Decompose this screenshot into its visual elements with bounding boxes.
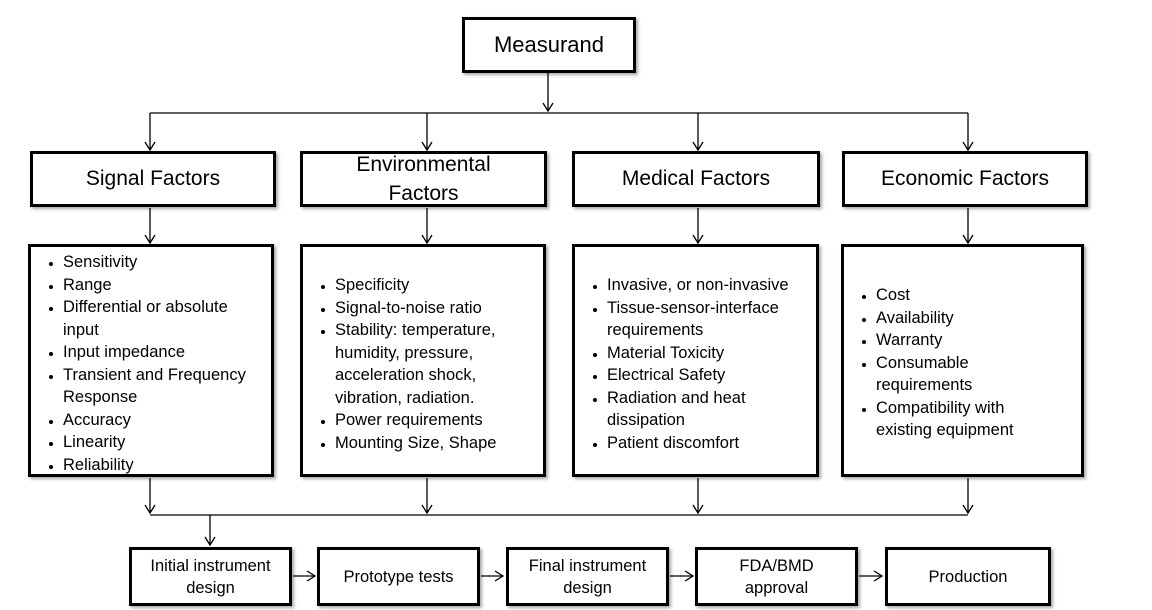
medical-factors-list <box>572 244 819 477</box>
list-item: • Linearity <box>63 431 271 454</box>
prototype-tests-step <box>317 547 480 606</box>
economic-factors-list <box>841 244 1084 477</box>
list-item: • Differential or absolute input <box>63 296 271 341</box>
list-item: • Cost <box>876 284 1081 307</box>
production-step <box>885 547 1051 606</box>
environmental-factors-box <box>300 151 547 207</box>
medical-factors-box <box>572 151 820 207</box>
economic-factors-box <box>842 151 1088 207</box>
step-label: Final instrument design <box>528 556 647 597</box>
step-label: Initial instrument design <box>150 556 271 597</box>
list-item: • Stability: temperature, humidity, pressure, acceleration shock, vibration, radiation. <box>335 319 543 409</box>
measurand-box <box>462 17 636 73</box>
step-label: Prototype tests <box>343 567 454 586</box>
list-item: • Compatibility with existing equipment <box>876 397 1081 442</box>
list-item: • Consumable requirements <box>876 352 1081 397</box>
initial-design-step <box>129 547 292 606</box>
list-item: • Signal-to-noise ratio <box>335 297 543 320</box>
list-item: • Input impedance <box>63 341 271 364</box>
list-item: • Tissue-sensor-interface requirements <box>607 297 816 342</box>
list-item: • Range <box>63 274 271 297</box>
final-design-step <box>506 547 669 606</box>
list-item: • Material Toxicity <box>607 342 816 365</box>
list-item: • Reliability <box>63 454 271 477</box>
factor-title: Economic Factors <box>880 167 1050 190</box>
signal-factors-box <box>30 151 276 207</box>
environmental-factors-list <box>300 244 546 477</box>
list-item: • Power requirements <box>335 409 543 432</box>
step-label: Production <box>928 567 1008 586</box>
list-item: • Specificity <box>335 274 543 297</box>
list-item: • Invasive, or non-invasive <box>607 274 816 297</box>
measurand-label: Measurand <box>493 32 605 57</box>
list-item: • Mounting Size, Shape <box>335 432 543 455</box>
list-item: • Transient and Frequency Response <box>63 364 271 409</box>
list-item: • Patient discomfort <box>607 432 816 455</box>
list-item: • Radiation and heat dissipation <box>607 387 816 432</box>
list-item: • Accuracy <box>63 409 271 432</box>
list-item: • Sensitivity <box>63 251 271 274</box>
signal-factors-list <box>28 244 274 477</box>
factor-title: Medical Factors <box>621 167 771 190</box>
factor-title: Environmental Factors <box>356 153 491 205</box>
step-label: FDA/BMD approval <box>739 556 814 597</box>
list-item: • Availability <box>876 307 1081 330</box>
list-item: • Electrical Safety <box>607 364 816 387</box>
factor-title: Signal Factors <box>85 167 221 190</box>
list-item: • Warranty <box>876 329 1081 352</box>
fda-approval-step <box>695 547 858 606</box>
